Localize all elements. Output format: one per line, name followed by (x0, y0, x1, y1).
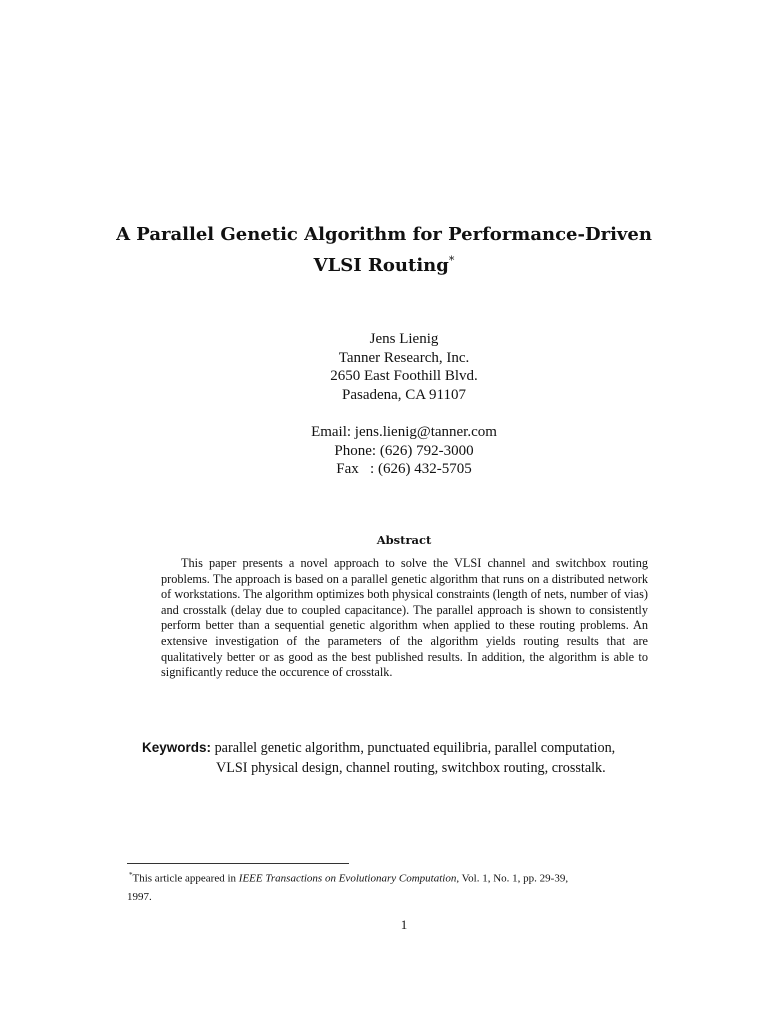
title-footnote-mark: * (448, 254, 455, 267)
footnote-mark: * (129, 871, 133, 879)
keywords-line-2: VLSI physical design, channel routing, switchbox routing, crosstalk. (216, 760, 606, 776)
author-address-city: Pasadena, CA 91107 (341, 386, 466, 403)
title-line-2 (0, 248, 768, 279)
footnote-prefix: This article appeared in (132, 872, 239, 885)
footnote-line-1 (127, 866, 687, 888)
author-address-street: 2650 East Foothill Blvd. (330, 368, 478, 384)
footnote-divider (127, 863, 349, 864)
author-name: Jens Lienig (369, 331, 439, 347)
footnote (127, 866, 687, 906)
contact-phone: Phone: (626) 792-3000 (334, 442, 474, 459)
title-line-1: A Parallel Genetic Algorithm for Performance-Driven (116, 224, 652, 245)
footnote-line-2: 1997. (127, 890, 152, 903)
author-block (0, 330, 768, 404)
author-affiliation: Tanner Research, Inc. (338, 349, 470, 366)
title-line-2-text: VLSI Routing (313, 255, 449, 276)
paper-title (0, 222, 768, 279)
keywords-line-1: parallel genetic algorithm, punctuated equilibria, parallel computation, (214, 740, 616, 756)
abstract-text: This paper presents a novel approach to solve the VLSI channel and switchbox routing problems. The approach is based on a parallel genetic algorithm that runs on a distributed network of workstations. The algorithm optimizes both physical constraints (length of nets, number of vias) and crosstalk (delay due to coupled capacitance). The parallel approach is shown to consistently perform better than a sequential genetic algorithm when applied to these routing problems. An extensive investigation of the parameters of the algorithm yields routing results that are qualitatively better or as good as the best published results. In addition, the algorithm is able to significantly reduce the occurence of crosstalk. (161, 556, 648, 680)
contact-block (0, 423, 768, 479)
keywords-block (142, 738, 682, 778)
contact-fax: Fax : (626) 432-5705 (336, 461, 472, 477)
keywords-label: Keywords: (142, 740, 212, 755)
footnote-suffix: , Vol. 1, No. 1, pp. 29-39, (456, 872, 569, 885)
abstract-heading: Abstract (376, 533, 432, 547)
page-number: 1 (400, 917, 408, 932)
contact-email: Email: jens.lienig@tanner.com (311, 424, 497, 440)
footnote-journal: IEEE Transactions on Evolutionary Computation (238, 872, 457, 885)
